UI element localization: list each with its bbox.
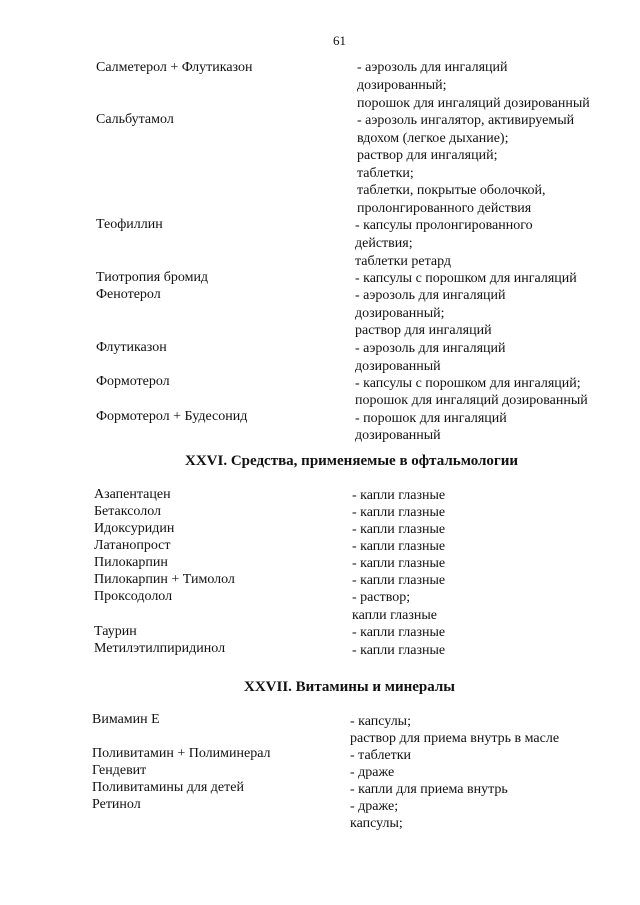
drug-form: порошок для ингаляций дозированный	[357, 96, 590, 111]
drug-form: - аэрозоль для ингаляций	[355, 288, 506, 303]
drug-form: - драже	[350, 765, 395, 780]
drug-form: - капли для приема внутрь	[350, 782, 508, 797]
drug-name: Флутиказон	[96, 340, 167, 355]
drug-name: Салметерол + Флутиказон	[96, 60, 253, 75]
drug-form: действия;	[355, 236, 413, 251]
drug-form: - капли глазные	[352, 505, 446, 520]
drug-form: дозированный	[355, 428, 441, 443]
drug-form: - капли глазные	[352, 488, 446, 503]
drug-form: дозированный;	[355, 306, 445, 321]
drug-name: Поливитамин + Полиминерал	[92, 746, 271, 761]
drug-form: - капли глазные	[352, 556, 446, 571]
drug-name: Вимамин Е	[92, 712, 160, 727]
drug-form: - раствор;	[352, 590, 411, 605]
drug-form: порошок для ингаляций дозированный	[355, 393, 588, 408]
drug-name: Метилэтилпиридинол	[94, 641, 226, 656]
drug-name: Пилокарпин + Тимолол	[94, 572, 235, 587]
drug-form: - порошок для ингаляций	[355, 411, 507, 426]
drug-name: Поливитамины для детей	[92, 780, 244, 795]
drug-form: капсулы;	[350, 816, 403, 831]
drug-form: - капли глазные	[352, 522, 446, 537]
drug-form: - капсулы;	[350, 714, 411, 729]
drug-name: Проксодолол	[94, 589, 173, 604]
drug-form: раствор для ингаляций	[355, 323, 492, 338]
drug-form: - капли глазные	[352, 625, 446, 640]
drug-name: Тиотропия бромид	[96, 270, 209, 285]
drug-form: - капсулы с порошком для ингаляций	[355, 271, 577, 286]
page-number: 61	[333, 33, 346, 48]
drug-name: Ретинол	[92, 797, 141, 812]
drug-form: - драже;	[350, 799, 399, 814]
drug-name: Латанопрост	[94, 538, 171, 553]
drug-form: - аэрозоль ингалятор, активируемый	[357, 113, 575, 128]
drug-form: таблетки ретард	[355, 254, 452, 269]
drug-name: Азапентацен	[94, 487, 171, 502]
drug-form: вдохом (легкое дыхание);	[357, 131, 509, 146]
drug-form: таблетки;	[357, 166, 414, 181]
drug-name: Пилокарпин	[94, 555, 168, 570]
drug-name: Формотерол + Будесонид	[96, 409, 248, 424]
drug-form: дозированный;	[357, 78, 447, 93]
drug-name: Теофиллин	[96, 217, 163, 232]
drug-form: - таблетки	[350, 748, 412, 763]
drug-name: Сальбутамол	[96, 112, 174, 127]
drug-form: раствор для приема внутрь в масле	[350, 731, 560, 746]
drug-form: - капсулы пролонгированного	[355, 218, 533, 233]
drug-form: пролонгированного действия	[357, 201, 532, 216]
drug-form: дозированный	[355, 359, 441, 374]
drug-form: - капли глазные	[352, 573, 446, 588]
drug-name: Фенотерол	[96, 287, 161, 302]
drug-form: таблетки, покрытые оболочкой,	[357, 183, 546, 198]
section-heading: XXVII. Витамины и минералы	[244, 679, 455, 695]
drug-form: - капли глазные	[352, 539, 446, 554]
drug-name: Таурин	[94, 624, 137, 639]
drug-form: раствор для ингаляций;	[357, 148, 498, 163]
drug-form: - аэрозоль для ингаляций	[355, 341, 506, 356]
drug-name: Бетаксолол	[94, 504, 162, 519]
drug-form: - капсулы с порошком для ингаляций;	[355, 376, 581, 391]
drug-name: Гендевит	[92, 763, 147, 778]
section-heading: XXVI. Средства, применяемые в офтальмологии	[185, 453, 519, 469]
drug-name: Идоксуридин	[94, 521, 175, 536]
drug-form: - аэрозоль для ингаляций	[357, 60, 508, 75]
drug-name: Формотерол	[96, 374, 170, 389]
drug-form: - капли глазные	[352, 643, 446, 658]
drug-form: капли глазные	[352, 608, 437, 623]
